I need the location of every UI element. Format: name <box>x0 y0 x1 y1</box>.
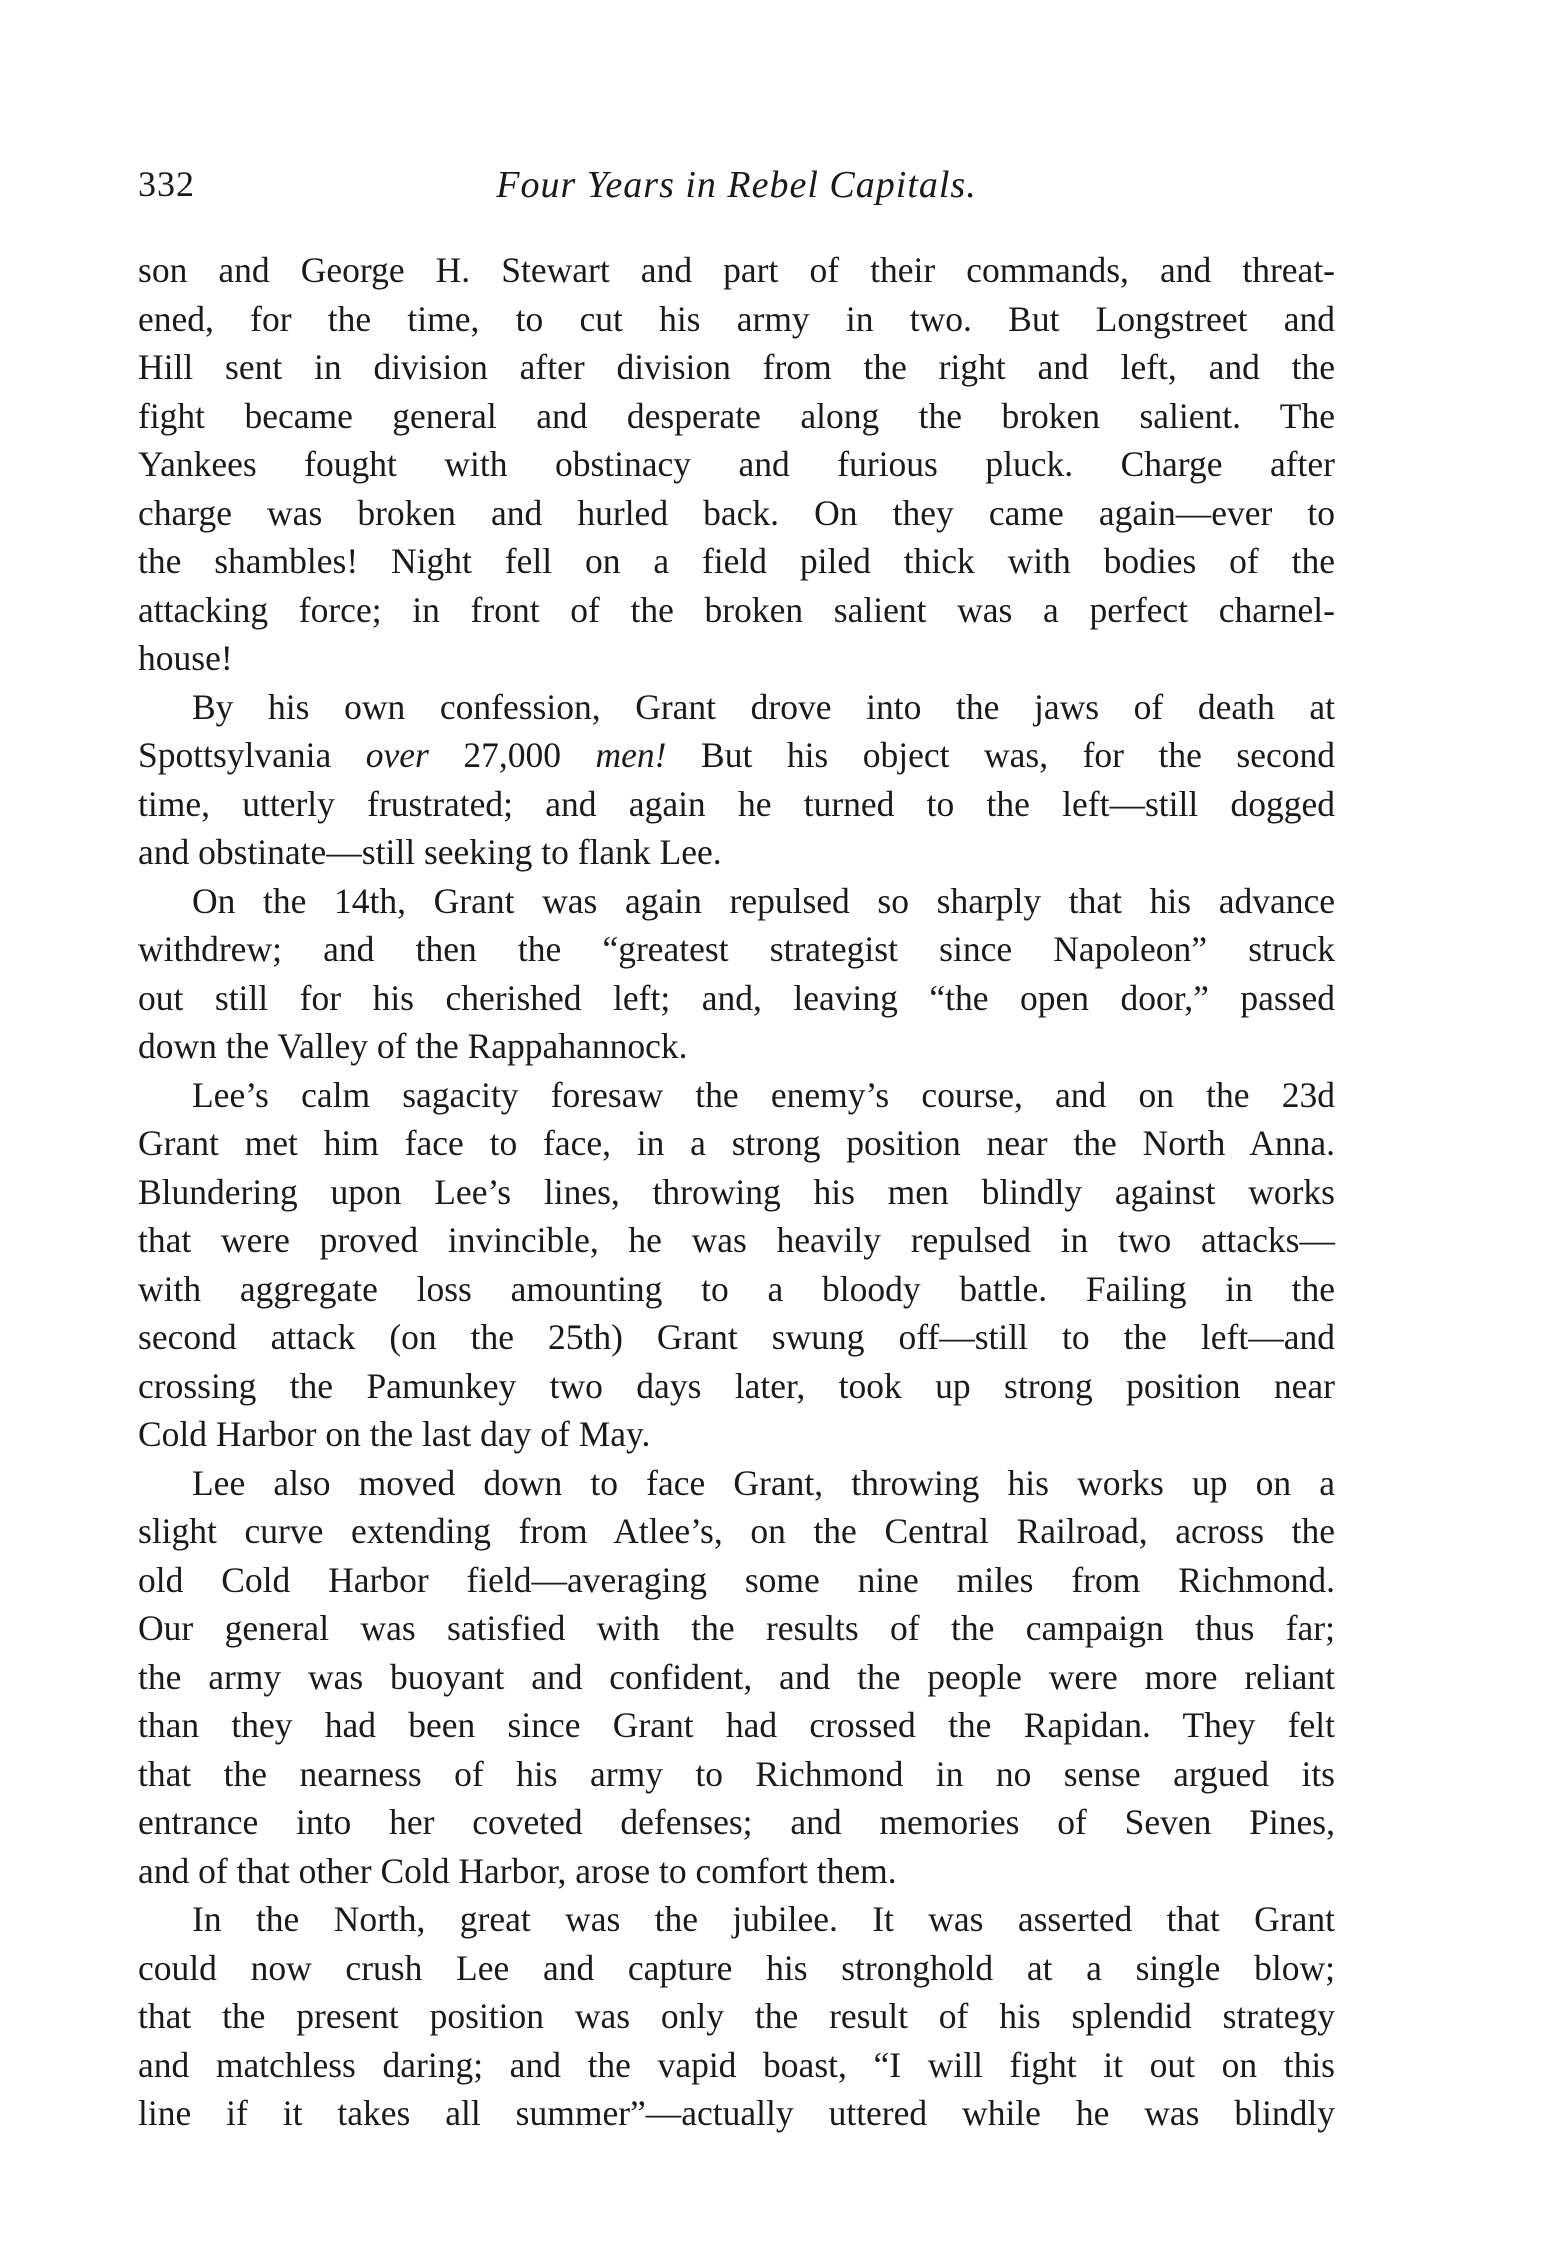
text-line: On the 14th, Grant was again repulsed so sharply that his advance <box>192 880 1335 921</box>
running-head: Four Years in Rebel Capitals. <box>496 164 977 206</box>
text-fragment: Spottsylvania <box>138 735 332 775</box>
text-line: Grant met him face to face, in a strong position near the North Anna. <box>138 1123 1335 1163</box>
text-line: entrance into her coveted defenses; and memories of Seven Pines, <box>138 1802 1335 1842</box>
body-text <box>138 246 1335 2138</box>
text-line: attacking force; in front of the broken salient was a perfect charnel- <box>138 589 1335 630</box>
text-line: Our general was satisfied with the results of the campaign thus far; <box>138 1608 1335 1648</box>
text-line: charge was broken and hurled back. On they came again—ever to <box>138 492 1335 533</box>
text-line: that the nearness of his army to Richmond in no sense argued its <box>138 1753 1335 1794</box>
text-line: fight became general and desperate along the broken salient. The <box>138 395 1335 436</box>
paragraph-5 <box>138 1459 1335 1896</box>
text-line: than they had been since Grant had crossed the Rapidan. They felt <box>138 1705 1335 1745</box>
text-line: Hill sent in division after division from the right and left, and the <box>138 347 1335 387</box>
text-line: Yankees fought with obstinacy and furious pluck. Charge after <box>138 444 1335 484</box>
text-line: the army was buoyant and confident, and the people were more reliant <box>138 1656 1335 1697</box>
text-line: out still for his cherished left; and, leaving “the open door,” passed <box>138 977 1335 1018</box>
paragraph-6 <box>138 1895 1335 2138</box>
text-line: By his own confession, Grant drove into the jaws of death at <box>192 686 1335 727</box>
text-line: slight curve extending from Atlee’s, on the Central Railroad, across the <box>138 1511 1335 1551</box>
page-number: 332 <box>138 164 195 204</box>
paragraph-4 <box>138 1071 1335 1459</box>
text-line: old Cold Harbor field—averaging some nine miles from Richmond. <box>138 1559 1335 1600</box>
paragraph-2 <box>138 683 1335 877</box>
paragraph-1 <box>138 246 1335 683</box>
text-line-mixed <box>138 731 1335 780</box>
text-line: Lee’s calm sagacity foresaw the enemy’s course, and on the 23d <box>192 1074 1335 1115</box>
text-line: Lee also moved down to face Grant, throwing his works up on a <box>192 1462 1335 1503</box>
text-line: Blundering upon Lee’s lines, throwing his men blindly against works <box>138 1171 1335 1212</box>
paragraph-3 <box>138 877 1335 1071</box>
text-line: with aggregate loss amounting to a bloody battle. Failing in the <box>138 1268 1335 1309</box>
text-line: and of that other Cold Harbor, arose to comfort them. <box>138 1850 897 1891</box>
text-line: second attack (on the 25th) Grant swung off—still to the left—and <box>138 1317 1335 1357</box>
text-line: the shambles! Night fell on a field piled thick with bodies of the <box>138 541 1335 581</box>
text-line: that the present position was only the result of his splendid strategy <box>138 1996 1335 2036</box>
text-line: time, utterly frustrated; and again he turned to the left—still dogged <box>138 783 1335 824</box>
text-line: Cold Harbor on the last day of May. <box>138 1414 651 1454</box>
page-header <box>138 163 1335 213</box>
text-line: house! <box>138 638 233 678</box>
italic-fragment: men! <box>561 735 702 775</box>
text-line: down the Valley of the Rappahannock. <box>138 1026 688 1066</box>
text-line: and matchless daring; and the vapid boast, “I will fight it out on this <box>138 2044 1335 2085</box>
text-line: and obstinate—still seeking to flank Lee. <box>138 832 722 872</box>
text-line: withdrew; and then the “greatest strategist since Napoleon” struck <box>138 929 1335 969</box>
text-line: that were proved invincible, he was heavily repulsed in two attacks— <box>138 1220 1335 1260</box>
text-line: line if it takes all summer”—actually uttered while he was blindly <box>138 2093 1335 2133</box>
text-fragment: But his object was, for the second <box>701 735 1335 775</box>
italic-fragment: over <box>331 735 464 775</box>
text-line: In the North, great was the jubilee. It was asserted that Grant <box>192 1899 1335 1939</box>
text-line: crossing the Pamunkey two days later, took up strong position near <box>138 1365 1335 1406</box>
text-line: ened, for the time, to cut his army in two. But Longstreet and <box>138 298 1335 339</box>
text-line: son and George H. Stewart and part of their commands, and threat- <box>138 250 1335 290</box>
text-line: could now crush Lee and capture his stronghold at a single blow; <box>138 1947 1335 1988</box>
text-fragment: 27,000 <box>463 735 562 775</box>
